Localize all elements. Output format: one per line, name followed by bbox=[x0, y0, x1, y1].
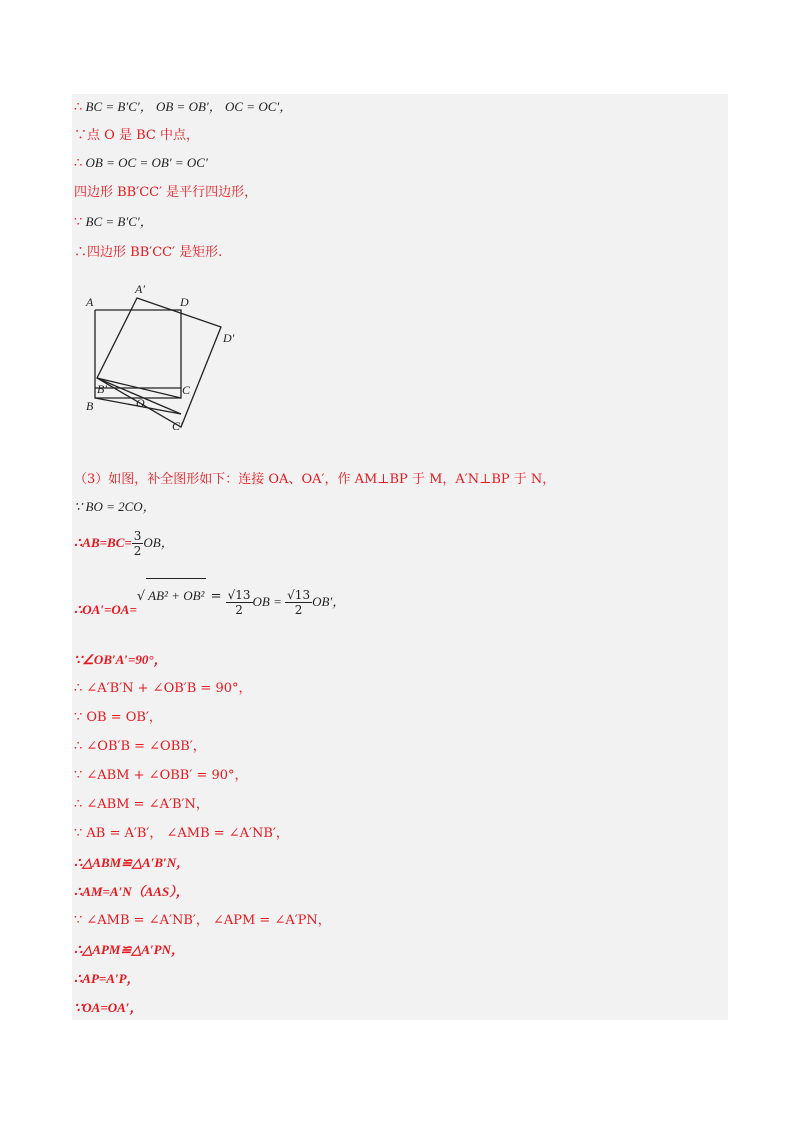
label-d: D bbox=[180, 295, 189, 309]
section3-bo bbox=[74, 497, 156, 518]
proof-step-8: ∴△ABM≌△A′B′N， bbox=[74, 855, 190, 870]
proof-step-11: ∴△APM≌△A′PN， bbox=[74, 942, 184, 957]
section3-intro bbox=[74, 470, 555, 490]
proof-step-4: ∴ ∠OB′B = ∠OBB′， bbox=[74, 739, 206, 754]
label-b: B bbox=[86, 399, 94, 413]
label-d-prime: D′ bbox=[223, 331, 235, 345]
proof-text: 四边形 BB′CC′ 是矩形. bbox=[87, 245, 223, 260]
section3-oa bbox=[74, 584, 345, 620]
proof-step-10: ∵ ∠AMB = ∠A′NB′， ∠APM = ∠A′PN， bbox=[74, 913, 331, 928]
oa-mid: OB = bbox=[252, 594, 286, 609]
proof-step-9: ∴AM=A′N（AAS）， bbox=[74, 884, 189, 899]
because-symbol: ∵ bbox=[74, 128, 88, 143]
fraction-sqrt13-half: $\frac{√13}{2}$ bbox=[227, 588, 251, 617]
bo-text: ∵ BO = 2CO， bbox=[74, 499, 156, 514]
proof-step-13: ∵OA=OA′， bbox=[74, 1000, 143, 1015]
label-a: A bbox=[86, 295, 94, 309]
section3-ab bbox=[74, 528, 174, 559]
therefore-symbol: ∴ bbox=[74, 245, 88, 260]
proof-line-1 bbox=[74, 97, 292, 118]
because-symbol: ∵ bbox=[74, 215, 83, 230]
ab-suffix: OB， bbox=[143, 535, 174, 550]
proof-text: 四边形 BB′CC′ 是平行四边形， bbox=[74, 185, 258, 200]
fraction-three-halves: $\frac{3}{2}$ bbox=[133, 529, 142, 558]
oa-prefix: ∴OA′=OA= bbox=[74, 602, 137, 617]
geometry-figure bbox=[80, 280, 250, 440]
proof-step-3: ∵ OB = OB′， bbox=[74, 710, 162, 725]
intro-text: （3）如图，补全图形如下：连接 OA、OA′，作 AM⊥BP 于 M，A′N⊥BP 于 N， bbox=[74, 472, 556, 487]
proof-text: OB = OC = OB′ = OC′ bbox=[82, 155, 208, 170]
label-c-prime: C′ bbox=[172, 419, 183, 433]
proof-text: BC = B′C′， OB = OB′， OC = OC′， bbox=[82, 99, 293, 114]
proof-line-5 bbox=[74, 212, 153, 233]
proof-text: 点 O 是 BC 中点， bbox=[87, 128, 199, 143]
ab-prefix: ∴AB=BC= bbox=[74, 535, 132, 550]
oa-suffix: OB′， bbox=[312, 594, 346, 609]
square-abcd-prime bbox=[97, 298, 221, 427]
proof-line-6 bbox=[74, 243, 222, 263]
proof-text: BC = B′C′， bbox=[82, 214, 153, 229]
sqrt-expression: √ AB² + OB² = bbox=[137, 589, 226, 604]
proof-step-1: ∵∠OB′A′=90°， bbox=[74, 652, 167, 667]
proof-step-2: ∴ ∠A′B′N + ∠OB′B = 90°， bbox=[74, 681, 252, 696]
proof-step-6: ∴ ∠ABM = ∠A′B′N， bbox=[74, 797, 209, 812]
therefore-symbol: ∴ bbox=[74, 156, 83, 171]
proof-line-3 bbox=[74, 153, 208, 174]
label-b-prime: B′ bbox=[97, 382, 107, 396]
fraction-sqrt13-half-2: $\frac{√13}{2}$ bbox=[287, 588, 311, 617]
label-c: C bbox=[182, 383, 191, 397]
proof-step-12: ∴AP=A′P， bbox=[74, 971, 140, 986]
proof-line-4 bbox=[74, 183, 257, 203]
label-a-prime: A′ bbox=[135, 282, 145, 296]
proof-step-7: ∵ AB = A′B′， ∠AMB = ∠A′NB′， bbox=[74, 826, 289, 841]
therefore-symbol: ∴ bbox=[74, 100, 83, 115]
proof-line-2 bbox=[74, 126, 199, 146]
label-o: O bbox=[136, 396, 145, 410]
proof-step-5: ∵ ∠ABM + ∠OBB′ = 90°， bbox=[74, 768, 248, 783]
